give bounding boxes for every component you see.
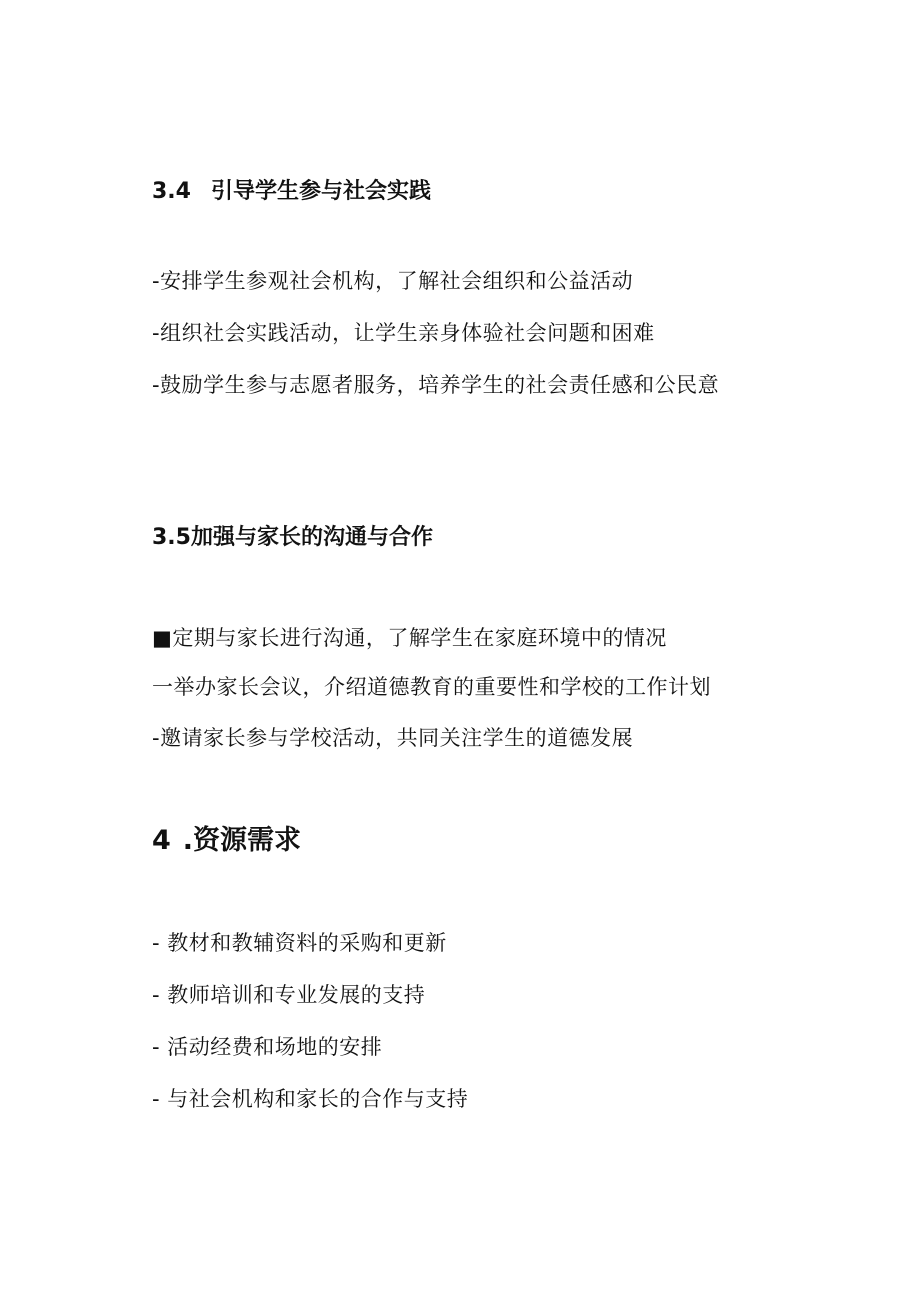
section-3-4-item: -鼓励学生参与志愿者服务，培养学生的社会责任感和公民意 xyxy=(152,373,720,397)
section-3-5-heading xyxy=(152,527,433,549)
section-3-4-number: 3.4 xyxy=(152,179,191,204)
section-4-item: - 与社会机构和家长的合作与支持 xyxy=(152,1087,469,1111)
section-3-5-item: ■定期与家长进行沟通，了解学生在家庭环境中的情况 xyxy=(152,626,667,650)
section-4-item: - 活动经费和场地的安排 xyxy=(152,1035,383,1059)
section-3-5-number: 3.5 xyxy=(152,525,191,550)
section-3-4-title: 引导学生参与社会实践 xyxy=(210,179,431,204)
section-4-heading xyxy=(152,827,301,854)
section-4-item: - 教师培训和专业发展的支持 xyxy=(152,983,426,1007)
section-3-4-item: -安排学生参观社会机构，了解社会组织和公益活动 xyxy=(152,269,634,293)
section-3-5-item: -邀请家长参与学校活动，共同关注学生的道德发展 xyxy=(152,726,634,750)
section-4-number: 4 xyxy=(152,825,171,856)
section-3-4-heading xyxy=(152,181,431,203)
section-4-title: .资源需求 xyxy=(182,825,302,856)
section-3-4-item: -组织社会实践活动，让学生亲身体验社会问题和困难 xyxy=(152,321,655,345)
section-4-item: - 教材和教辅资料的采购和更新 xyxy=(152,931,447,955)
section-3-5-item: 一举办家长会议，介绍道德教育的重要性和学校的工作计划 xyxy=(152,675,711,699)
section-3-5-title: 加强与家长的沟通与合作 xyxy=(190,525,433,550)
